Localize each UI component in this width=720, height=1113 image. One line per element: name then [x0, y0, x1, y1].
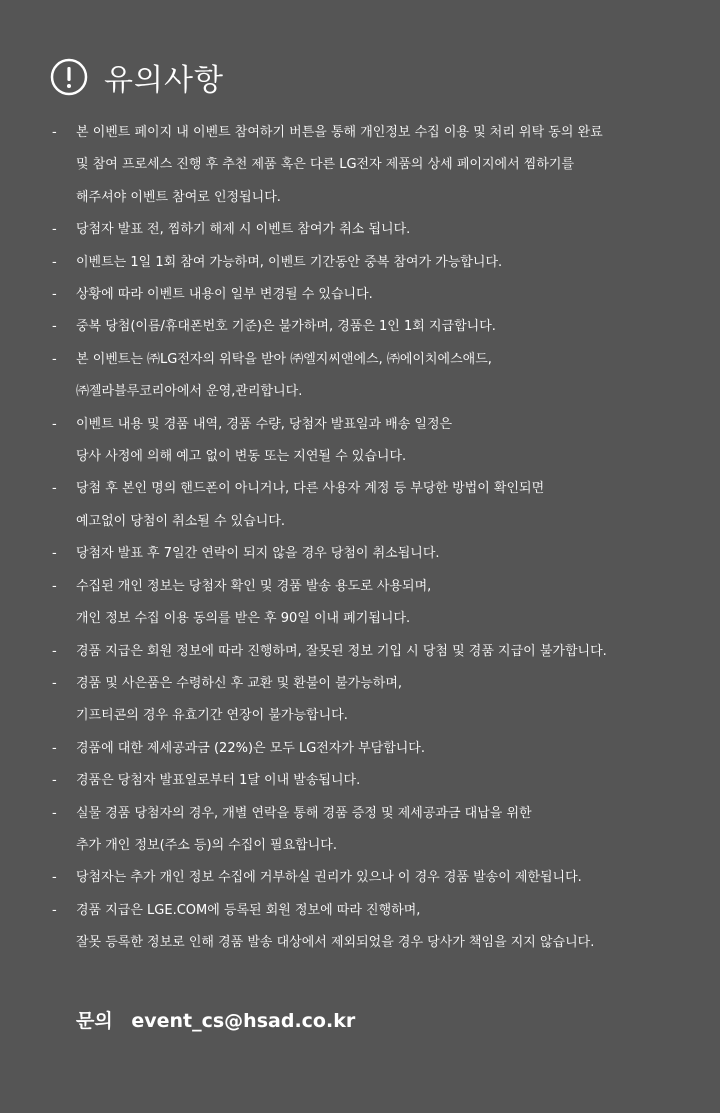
- notice-text: [76, 409, 692, 474]
- notice-item: [52, 636, 692, 668]
- notice-line: 경품은 당첨자 발표일로부터 1달 이내 발송됩니다.: [76, 773, 361, 789]
- notice-line: 개인 정보 수집 이용 동의를 받은 후 90일 이내 폐기됩니다.: [76, 611, 411, 627]
- notice-item: [52, 765, 692, 797]
- notice-line: 경품 지급은 LGE.COM에 등록된 회원 정보에 따라 진행하며,: [76, 902, 421, 918]
- notice-item: [52, 668, 692, 733]
- notice-item: [52, 733, 692, 765]
- notice-line: 수집된 개인 정보는 당첨자 확인 및 경품 발송 용도로 사용되며,: [76, 578, 432, 594]
- notice-line: 기프티콘의 경우 유효기간 연장이 불가능합니다.: [76, 708, 348, 724]
- notice-text: [76, 571, 692, 636]
- notice-item: [52, 117, 692, 214]
- notice-text: [76, 668, 692, 733]
- bullet-dash: -: [52, 578, 57, 594]
- bullet-dash: -: [52, 740, 57, 756]
- notice-line: 추가 개인 정보(주소 등)의 수집이 필요합니다.: [76, 837, 337, 853]
- bullet-dash: -: [52, 902, 57, 918]
- bullet-dash: -: [52, 319, 57, 335]
- notice-line: 상황에 따라 이벤트 내용이 일부 변경될 수 있습니다.: [76, 287, 373, 303]
- notice-line: 당첨 후 본인 명의 핸드폰이 아니거나, 다른 사용자 계정 등 부당한 방법이 확인되면: [76, 481, 545, 497]
- notice-line: 이벤트는 1일 1회 참여 가능하며, 이벤트 기간동안 중복 참여가 가능합니다.: [76, 254, 503, 270]
- notice-text: [76, 247, 692, 279]
- notice-text: [76, 733, 692, 765]
- notice-header: [50, 55, 224, 99]
- notice-item: [52, 279, 692, 311]
- notice-line: ㈜젤라블루코리아에서 운영,관리합니다.: [76, 384, 303, 400]
- notice-line: 잘못 등록한 정보로 인해 경품 발송 대상에서 제외되었을 경우 당사가 책임을 지지 않습니다.: [76, 935, 595, 951]
- bullet-dash: -: [52, 870, 57, 886]
- bullet-dash: -: [52, 481, 57, 497]
- bullet-dash: -: [52, 222, 57, 238]
- page-title: 유의사항: [104, 63, 224, 98]
- contact-info: [76, 1006, 355, 1033]
- notice-text: [76, 279, 692, 311]
- notice-text: [76, 862, 692, 894]
- bullet-dash: -: [52, 416, 57, 432]
- notice-line: 및 참여 프로세스 진행 후 추천 제품 혹은 다른 LG전자 제품의 상세 페이지에서 찜하기를: [76, 157, 575, 173]
- notice-line: 실물 경품 당첨자의 경우, 개별 연락을 통해 경품 증정 및 제세공과금 대납을 위한: [76, 805, 532, 821]
- bullet-dash: -: [52, 773, 57, 789]
- contact-email: event_cs@hsad.co.kr: [131, 1010, 356, 1032]
- bullet-dash: -: [52, 125, 57, 140]
- notice-text: [76, 311, 692, 343]
- notice-item: [52, 571, 692, 636]
- exclamation-circle-icon: [50, 58, 88, 96]
- notice-text: [76, 895, 692, 960]
- notice-item: [52, 311, 692, 343]
- notice-line: 당사 사정에 의해 예고 없이 변동 또는 지연될 수 있습니다.: [76, 449, 407, 465]
- notice-line: 당첨자는 추가 개인 정보 수집에 거부하실 권리가 있으나 이 경우 경품 발송이 제한됩니다.: [76, 870, 582, 886]
- notice-item: [52, 473, 692, 538]
- notice-line: 경품 지급은 회원 정보에 따라 진행하며, 잘못된 정보 기입 시 당첨 및 경품 지급이 불가합니다.: [76, 643, 607, 659]
- notice-line: 중복 당첨(이름/휴대폰번호 기준)은 불가하며, 경품은 1인 1회 지급합니다.: [76, 319, 496, 335]
- notice-item: [52, 344, 692, 409]
- notice-line: 당첨자 발표 전, 찜하기 해제 시 이벤트 참여가 취소 됩니다.: [76, 222, 411, 238]
- notice-line: 당첨자 발표 후 7일간 연락이 되지 않을 경우 당첨이 취소됩니다.: [76, 546, 440, 562]
- notice-line: 본 이벤트 페이지 내 이벤트 참여하기 버튼을 통해 개인정보 수집 이용 및 처리 위탁 동의 완료: [76, 125, 603, 140]
- notice-item: [52, 538, 692, 570]
- notice-text: [76, 344, 692, 409]
- bullet-dash: -: [52, 643, 57, 659]
- notice-item: [52, 798, 692, 863]
- notice-line: 경품에 대한 제세공과금 (22%)은 모두 LG전자가 부담합니다.: [76, 740, 425, 756]
- notice-line: 해주셔야 이벤트 참여로 인정됩니다.: [76, 189, 281, 205]
- notice-line: 이벤트 내용 및 경품 내역, 경품 수량, 당첨자 발표일과 배송 일정은: [76, 416, 453, 432]
- notice-text: [76, 636, 692, 668]
- bullet-dash: -: [52, 546, 57, 562]
- notice-line: 예고없이 당첨이 취소될 수 있습니다.: [76, 513, 286, 529]
- notice-text: [76, 765, 692, 797]
- bullet-dash: -: [52, 675, 57, 691]
- notice-text: [76, 473, 692, 538]
- contact-label: 문의: [76, 1010, 113, 1032]
- bullet-dash: -: [52, 287, 57, 303]
- notice-list: [52, 117, 692, 960]
- notice-line: 본 이벤트는 ㈜LG전자의 위탁을 받아 ㈜엘지씨앤에스, ㈜에이치에스애드,: [76, 351, 492, 367]
- notice-item: [52, 895, 692, 960]
- notice-text: [76, 117, 692, 214]
- notice-item: [52, 409, 692, 474]
- notice-text: [76, 214, 692, 246]
- notice-item: [52, 247, 692, 279]
- notice-text: [76, 798, 692, 863]
- notice-item: [52, 214, 692, 246]
- notice-item: [52, 862, 692, 894]
- bullet-dash: -: [52, 254, 57, 270]
- bullet-dash: -: [52, 805, 57, 821]
- notice-line: 경품 및 사은품은 수령하신 후 교환 및 환불이 불가능하며,: [76, 675, 403, 691]
- bullet-dash: -: [52, 351, 57, 367]
- notice-text: [76, 538, 692, 570]
